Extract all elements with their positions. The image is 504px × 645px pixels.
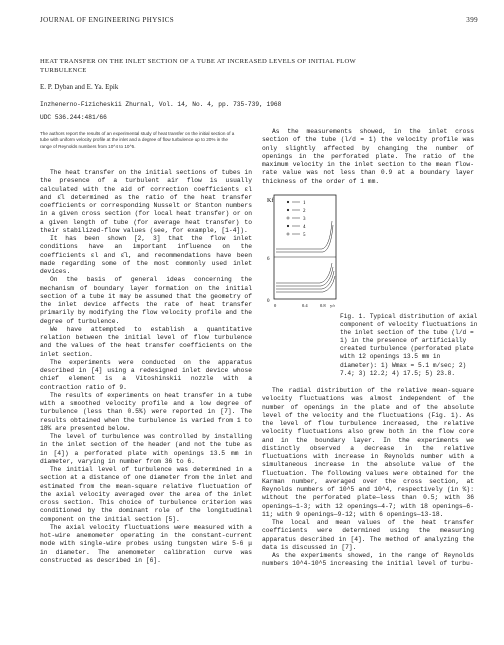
lower-curve-set — [276, 263, 335, 292]
x-axis-ticks — [274, 303, 336, 308]
udc-code: UDC 536.244:481/66 — [40, 114, 107, 121]
legend-label: 2 — [303, 209, 306, 214]
right-column-top — [262, 128, 474, 186]
x-tick: 0.8 — [320, 303, 326, 308]
paragraph: The heat transfer on the initial sections of tubes in the presence of a turbulent air flow is usually calculated with the aid of correction coefficients εl and ε̄l determined as the ratio of the heat transfer coefficients or corresponding Nusselt or Stanton numbers in a given cross section (for local heat transfer) or on a given length of tube (for average heat transfer) to their stabilized-flow values (see, for example, [1-4]). — [40, 169, 252, 234]
y-axis-label: Kf — [267, 198, 274, 204]
legend-item-3 — [287, 217, 306, 222]
x-axis-label: y/r — [330, 303, 335, 308]
legend-label: 5 — [303, 233, 306, 238]
authors: E. P. Dyban and E. Ya. Epik — [40, 83, 119, 91]
legend-item-4 — [287, 225, 306, 230]
legend-label: 4 — [303, 225, 306, 230]
paragraph: The initial level of turbulence was determined in a section at a distance of one diameter from the inlet and estimated from the mean-square relative fluctuation of the axial velocity averaged over the area of the inlet cross section. This choice of turbulence criterion was conditioned by the dominant role of the longitudinal component on the initial section [5]. — [40, 466, 252, 523]
right-column-bottom — [262, 387, 474, 569]
running-head — [40, 16, 478, 24]
paragraph: On the basis of general ideas concerning the mechanism of boundary layer formation on the initial section of a tube it may be assumed that the geometry of the inlet device affects the rate of heat transfer primarily by modifying the flow velocity profile and the degree of turbulence. — [40, 276, 252, 325]
mid-label: 6 — [267, 257, 270, 262]
paragraph: We have attempted to establish a quantitative relation between the initial level of flow turbulence and the values of the heat transfer coefficients on the inlet section. — [40, 325, 252, 358]
journal-name: JOURNAL OF ENGINEERING PHYSICS — [40, 16, 175, 24]
legend — [287, 201, 306, 238]
paragraph: The radial distribution of the relative mean-square velocity fluctuations was almost independent of the number of openings in the plate and of the absolute level of the velocity and the fluctuations (Fig. 1). As the level of flow turbulence increased, the relative velocity fluctuations also grew both in the flow core and in the boundary layer. In the experiments we distinctly observed a decrease in the relative fluctuations with increase in Reynolds number with a simultaneous increase in the absolute value of the fluctuation. The following values were obtained for the Karman number, averaged over the cross section, at Reynolds numbers of 10^5 and 10^4, respectively (in %): without the perforated plate—less than 0.5; with 36 openings—1-3; with 12 openings—4-7; with 18 openings—6-11; with 9 openings—9-12; with 6 openings—13-18. — [262, 387, 474, 518]
x-tick: 0 — [274, 303, 277, 308]
paragraph: The level of turbulence was controlled by installing in the inlet section of the header (and not the tube as in [4]) a perforated plate with openings 13.5 mm in diameter, varying in number from 36 to 6. — [40, 433, 252, 465]
paragraph: The local and mean values of the heat transfer coefficients were determined using the measuring apparatus described in [4]. The method of analyzing the data is discussed in [7]. — [262, 519, 474, 551]
origin-label: 0 — [267, 299, 270, 304]
legend-label: 1 — [303, 201, 306, 206]
paragraph: The experiments were conducted on the apparatus described in [4] using a redesigned inlet device whose chief element is a Vitoshinskii nozzle with a contraction ratio of 9. — [40, 358, 252, 391]
left-column — [40, 169, 252, 565]
x-tick: 0.4 — [302, 303, 308, 308]
paragraph: As the experiments showed, in the range of Reynolds numbers 10^4-10^5 increasing the initial level of turbu- — [262, 552, 474, 568]
paragraph: It has been shown [2, 3] that the flow inlet conditions have an important influence on the coefficients εl and ε̄l, and recommendations have been made regarding some of the most commonly used inlet devices. — [40, 235, 252, 275]
legend-item-1 — [287, 201, 306, 206]
legend-item-2 — [287, 209, 306, 214]
abstract: The authors report the results of an experimental study of heat transfer on the initial section of a tube with uniform velocity profile at the inlet and a degree of flow turbulence up to 20% in the range of Reynolds numbers from 10^4 to 10^5. — [40, 131, 235, 149]
paragraph: The axial velocity fluctuations were measured with a hot-wire anemometer operating in the constant-current mode with single-wire probes using tungsten wire 5-6 μ in diameter. The anemometer calibration curve was constructed as described in [6]. — [40, 523, 252, 564]
figure-1 — [266, 191, 338, 311]
legend-item-5 — [287, 233, 306, 238]
source-citation: Inzhenerno-Fizicheskii Zhurnal, Vol. 14, No. 4, pp. 735-739, 1968 — [40, 101, 282, 108]
figure-caption — [340, 313, 480, 378]
article-title: HEAT TRANSFER ON THE INLET SECTION OF A TUBE AT INCREASED LEVELS OF INITIAL FLOW TURBULENCE — [40, 58, 356, 74]
caption-text: Fig. 1. Typical distribution of axial component of velocity fluctuations in the inlet section of the tube (l/d = 1) in the presence of artificially created turbulence (perforated plate with 12 openings 13.5 mm in diameter): 1) Wmax = 5.1 m/sec; 2) 7.4; 3) 12.2; 4) 17.5; 5) 23.8. — [340, 313, 478, 377]
legend-label: 3 — [303, 217, 306, 222]
page-number: 399 — [466, 16, 478, 24]
paragraph: As the measurements showed, in the inlet cross section of the tube (l/d = 1) the velocity profile was only slightly affected by changing the number of openings in the perforated plate. The ratio of the maximum velocity in the inlet section to the mean flow-rate value was not less than 0.9 at a boundary layer thickness of the order of 1 mm. — [262, 128, 474, 185]
paragraph: The results of experiments on heat transfer in a tube with a smoothed velocity profile and a low degree of turbulence (less than 0.5%) were reported in [7]. The results obtained when the turbulence is varied from 1 to 18% are presented below. — [40, 391, 252, 432]
